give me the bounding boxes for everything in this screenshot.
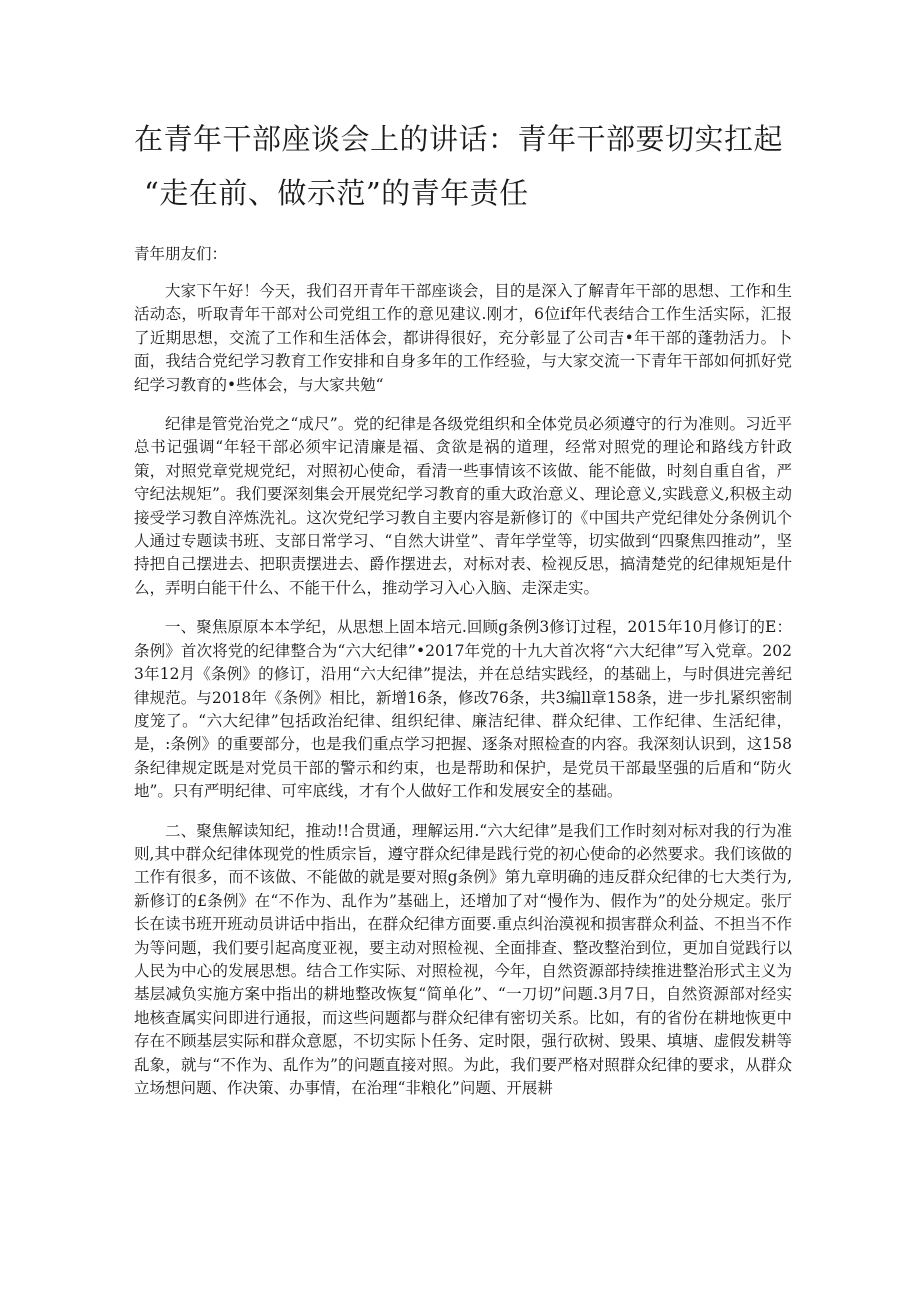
title-line-1: 在青年干部座谈会上的讲话：青年干部要切实扛起 — [134, 122, 784, 156]
paragraph-section-two: 二、聚焦解读知纪，推动!!合贯通，理解运用.“六大纪律”是我们工作时刻对标对我的行为准则,其中群众纪律体现党的性质宗旨，遵守群众纪律是践行党的初心使命的必然要求。我们该做的工作有很多，而不该做、不能做的就是要对照g条例》第九章明确的违反群众纪律的七大类行为,新修订的£条例》在“不作为、乱作为”基础上，还增加了对“慢作为、假作为”的处分规定。张厅长在读书班开班动员讲话中指出，在群众纪律方面要.重点纠治漠视和损害群众利益、不担当不作为等问题，我们要引起高度亚视，要主动对照检视、全面排查、整改整治到位，更加自觉践行以人民为中心的发展思想。结合工作实际、对照检视，今年，自然资源部持续推进整治形式主义为基层减负实施方案中指出的耕地整改恢复“简单化”、“一刀切”问题.3月7日，自然资源部对经实地核查属实问即进行通报，而这些问题都与群众纪律有密切关系。比如，有的省份在耕地恢更中存在不顾基层实际和群众意愿，不切实际卜任务、定时限，强行砍树、毁果、填塘、虚假发耕等乱象，就与“不作为、乱作为”的问题直接对照。为此，我们要严格对照群众纪律的要求，从群众立场想问题、作决策、办事情，在治理“非粮化”问题、开展耕 — [134, 821, 792, 1097]
paragraph-discipline: 纪律是管党治党之“成尺”。党的纪律是各级党组织和全体党员必须遵守的行为准则。习近平总书记强调“年轻干部必须牢记清廉是福、贪欲是祸的道理，经常对照党的理论和路线方针政策，对照党章党规党纪，对照初心使命，看清一些事情该不该做、能不能做，时刻自重自省，严守纪法规矩”。我们要深刻集会开展党纪学习教育的重大政治意义、理论意义,实践意义,积极主动接受学习教自淬炼洗礼。这次党纪学习教自主要内容是新修订的《中国共产党纪律处分条例讥个人通过专题读书班、支部日常学习、“自然大讲堂”、青年学堂等，切实做到“四聚焦四推动”，坚持把自己摆进去、把职责摆进去、爵作摆进去，对标对表、检视反思，搞清楚党的纪律规矩是什么，弄明白能干什么、不能干什么，推动学习入心入脑、走深走实。 — [134, 415, 792, 597]
title-line-2: “走在前、做示范”的青年责任 — [144, 176, 529, 210]
paragraph-opening: 大家下午好！今天，我们召开青年干部座谈会，目的是深入了解青年干部的思想、工作和生活动态，听取青年干部对公司党组工作的意见建议.刚才，6位if年代表结合工作生活实际，汇报了近期思想，交流了工作和生活体会，都讲得很好，充分彰显了公司吉•年干部的蓬勃活力。卜面，我结合党纪学习教育工作安排和自身多年的工作经验，与大家交流一下青年干部如何抓好党纪学习教育的•些体会，与大家共勉“ — [134, 282, 792, 394]
document-page — [134, 112, 792, 1100]
document-title — [134, 112, 792, 220]
paragraph-section-one: 一、聚焦原原本本学纪，从思想上固本培元.回顾g条例3修订过程，2015年10月修订的E：条例》首次将党的纪律整合为“六大纪律”•2017年党的十九大首次将“六大纪律”写入党章。2023年12月《条例》的修订，沿用“六大纪律”提法，并在总结实践经，的基础上，与时俱进完善纪律规范。与2018年《条例》相比，新增16条，修改76条，共3编ll章158条，进一步扎紧织密制度笼了。“六大纪律”包括政治纪律、组织纪律、廉洁纪律、群众纪律、工作纪律、生活纪律，是，:条例》的重要部分，也是我们重点学习把握、逐条对照检查的内容。我深刻认识到，这158条纪律规定既是对党员干部的警示和约束，也是帮助和保护，是党员干部最坚强的后盾和“防火地”。只有严明纪律、可牢底线，才有个人做好工作和发展安全的基础。 — [134, 618, 792, 801]
salutation: 青年朋友们： — [134, 245, 228, 263]
